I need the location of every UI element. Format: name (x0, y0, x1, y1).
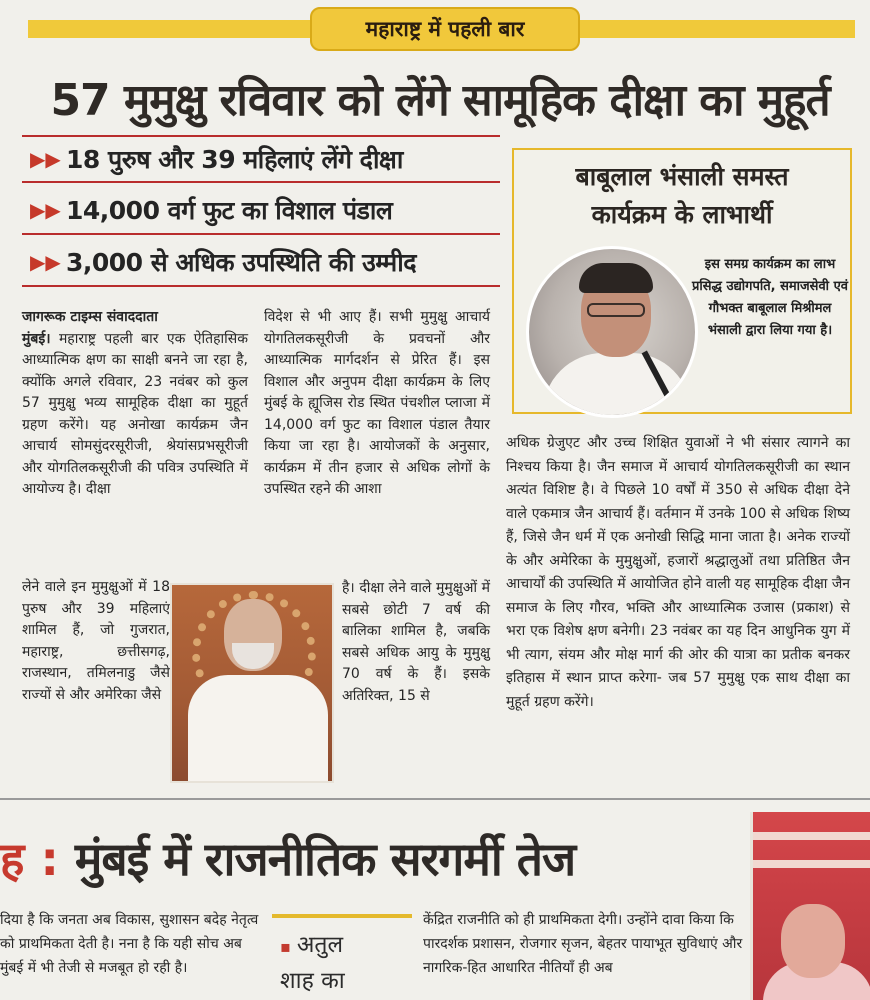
sponsor-box-title (514, 158, 850, 234)
second-story-headline (0, 818, 740, 898)
highlight-text: 3,000 से अधिक उपस्थिति की उम्मीद (66, 248, 416, 277)
author-name: अतुल (296, 932, 344, 958)
article-text: महाराष्ट्र पहली बार एक ऐतिहासिक आध्यात्मिक क्षण का साक्षी बनने जा रहा है, क्योंकि अगले रविवार, 23 नवंबर को कुल 57 मुमुक्षु भव्य सामूहिक दीक्षा का मुहूर्त ग्रहण करेंगे। यह अनोखा कार्यक्रम जैन आचार्य सोमसुंदरसूरीजी, श्रेयांसप्रभसूरीजी और योगतिलकसूरीजी की पवित्र उपस्थिति में आयोज्य है। दीक्षा (22, 330, 249, 497)
highlights-box (22, 135, 502, 295)
article-column-1 (22, 307, 248, 501)
highlight-text: 18 पुरुष और 39 महिलाएं लेंगे दीक्षा (66, 145, 403, 174)
highlight-item (22, 239, 500, 287)
story-divider (0, 798, 870, 800)
second-story-photo (750, 812, 870, 1000)
highlight-item (22, 135, 500, 183)
double-arrow-icon: ▶▶ (30, 147, 61, 171)
sponsor-box (512, 148, 852, 414)
author-rule (272, 914, 412, 918)
byline: जागरूक टाइम्स संवाददाता (22, 309, 158, 325)
square-bullet-icon: ▪ (280, 937, 291, 956)
sponsor-title-line: कार्यक्रम के लाभार्थी (591, 200, 773, 229)
tag-rule-right (580, 20, 855, 38)
dateline: मुंबई। (22, 330, 51, 347)
main-headline: 57 मुमुक्षु रविवार को लेंगे सामूहिक दीक्षा का मुहूर्त (50, 75, 830, 126)
author-name-continued: शाह का (280, 968, 345, 994)
headline-kicker: ह : (0, 832, 59, 886)
double-arrow-icon: ▶▶ (30, 250, 61, 274)
section-tag: महाराष्ट्र में पहली बार (310, 7, 580, 51)
second-story-column-1: दिया है कि जनता अब विकास, सुशासन बदेह नेतृत्व को प्राथमिकता देती है। नना है कि यही सोच अब मुंबई में भी तेजी से मजबूत हो रही है। (0, 912, 259, 976)
highlight-text: 14,000 वर्ग फुट का विशाल पंडाल (66, 196, 393, 225)
article-column-2: विदेश से भी आए हैं। सभी मुमुक्षु आचार्य योगतिलकसूरीजी के प्रवचनों और आध्यात्मिक मार्गदर्शन से प्रेरित हैं। इस विशाल और अनुपम दीक्षा कार्यक्रम के लिए मुंबई के ह्यूजिस रोड स्थित पंचशील प्लाजा में 14,000 वर्ग फुट का विशाल पंडाल तैयार किया जा रहा है। आयोजकों के अनुसार, कार्यक्रम में तीन हजार से अधिक लोगों के उपस्थित रहने की आशा (264, 309, 490, 497)
author-block (280, 928, 420, 998)
sponsor-title-line: बाबूलाल भंसाली समस्त (575, 162, 789, 191)
highlight-item (22, 187, 500, 235)
tag-rule-left (28, 20, 310, 38)
article-column-3: अधिक ग्रेजुएट और उच्च शिक्षित युवाओं ने भी संसार त्यागने का निश्चय किया है। जैन समाज में आचार्य योगतिलकसूरीजी का स्थान अत्यंत विशिष्ट है। वे पिछले 10 वर्षों में 350 से अधिक दीक्षा देने वाले एकमात्र जैन आचार्य हैं। वर्तमान में उनके 100 से अधिक शिष्य हैं, जिसे जैन धर्म में एक अनोखी सिद्धि माना जाता है। अनेक राज्यों के और अमेरिका के मुमुक्षुओं, हजारों श्रद्धालुओं तथा प्रतिष्ठित जैन आचार्यों की उपस्थिति में आयोजित होने वाली यह सामूहिक दीक्षा जैन समाज के लिए गौरव, भक्ति और आध्यात्मिक उजास (प्रकाश) से भरा एक विशेष क्षण बनेगी। 23 नवंबर का यह दिन आधुनिक युग में भी त्याग, संयम और मोक्ष मार्ग की ओर की यात्रा का प्रतीक बनकर इतिहास में स्थान प्राप्त करेगा- जब 57 मुमुक्षु एक साथ दीक्षा का मुहूर्त ग्रहण करेंगे। (506, 435, 850, 710)
acharya-photo (170, 583, 334, 783)
double-arrow-icon: ▶▶ (30, 198, 61, 222)
article-column-1-continued: लेने वाले इन मुमुक्षुओं में 18 पुरुष और 39 महिलाएं शामिल हैं, जो गुजरात, महाराष्ट्र, छत्तीसगढ़, राजस्थान, तमिलनाडु जैसे राज्यों से और अमेरिका जैसे (22, 579, 170, 703)
sponsor-caption: इस समग्र कार्यक्रम का लाभ प्रसिद्ध उद्योगपति, समाजसेवी एवं गौभक्त बाबूलाल मिश्रीमल भंसाली द्वारा लिया गया है। (692, 257, 848, 338)
second-story-title: मुंबई में राजनीतिक सरगर्मी तेज (74, 832, 576, 886)
article-column-2-continued: है। दीक्षा लेने वाले मुमुक्षुओं में सबसे छोटी 7 वर्ष की बालिका शामिल है, जबकि सबसे अधिक आयु के मुमुक्षु 70 वर्ष के हैं। इसके अतिरिक्त, 15 से (342, 580, 490, 704)
second-story-column-2: केंद्रित राजनीति को ही प्राथमिकता देगी। उन्होंने दावा किया कि पारदर्शक प्रशासन, रोजगार सृजन, बेहतर पायाभूत सुविधाएं और नागरिक-हित आधारित नीतियाँ ही अब (423, 912, 743, 976)
sponsor-photo (526, 246, 698, 418)
